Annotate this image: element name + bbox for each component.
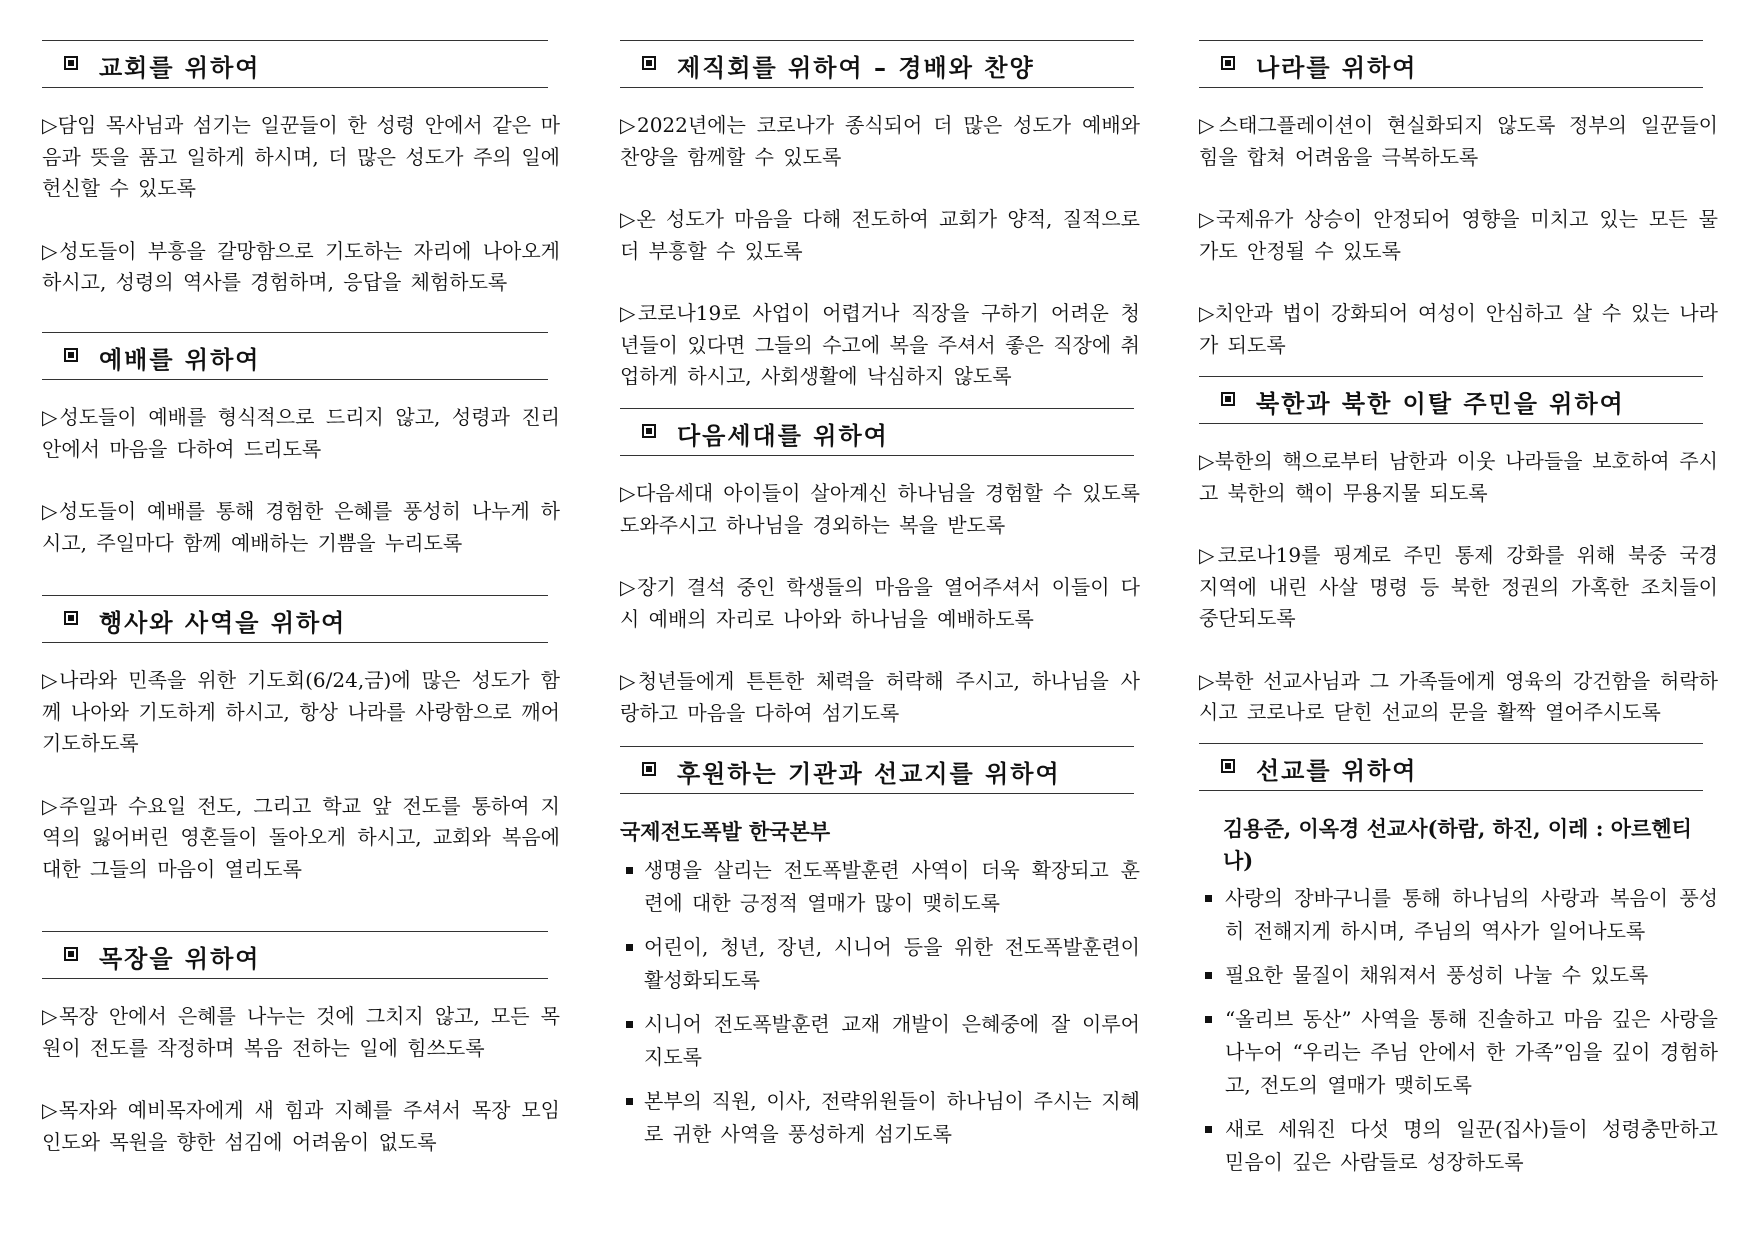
square-bullet-icon xyxy=(64,611,78,625)
section-title: 교회를 위하여 xyxy=(99,54,261,82)
section-cell-group xyxy=(42,931,560,1189)
list-item xyxy=(1199,1113,1718,1179)
list-item xyxy=(620,931,1140,997)
section-events xyxy=(42,595,560,916)
section-header xyxy=(1199,40,1703,88)
list-item-text: “올리브 동산” 사역을 통해 진솔하고 마음 깊은 사랑을 나누어 “우리는 주님 안에서 한 가족”임을 깊이 경험하고, 전도의 열매가 맺히도록 xyxy=(1225,1007,1718,1097)
square-bullet-icon xyxy=(1205,895,1212,902)
organization-name: 국제전도폭발 한국본부 xyxy=(620,819,831,844)
prayer-item: ▷청년들에게 튼튼한 체력을 허락해 주시고, 하나님을 사랑하고 마음을 다하여 섬기도록 xyxy=(620,669,1140,725)
square-bullet-icon xyxy=(1221,56,1235,70)
section-deacons xyxy=(620,40,1140,424)
bullet-list xyxy=(1199,882,1718,1179)
section-title: 후원하는 기관과 선교지를 위하여 xyxy=(677,760,1061,788)
prayer-item: ▷코로나19로 사업이 어렵거나 직장을 구하기 어려운 청년들이 있다면 그들의 수고에 복을 주셔서 좋은 직장에 취업하게 하시고, 사회생활에 낙심하지 않도록 xyxy=(620,301,1140,388)
list-item xyxy=(1199,959,1718,992)
section-missions xyxy=(1199,743,1718,1190)
prayer-item: ▷성도들이 예배를 통해 경험한 은혜를 풍성히 나누게 하시고, 주일마다 함께 예배하는 기쁨을 누리도록 xyxy=(42,499,560,555)
section-worship xyxy=(42,332,560,590)
square-bullet-icon xyxy=(64,348,78,362)
list-item xyxy=(620,854,1140,920)
prayer-item: ▷목자와 예비목자에게 새 힘과 지혜를 주셔서 목장 모임 인도와 목원을 향한 섬김에 어려움이 없도록 xyxy=(42,1098,560,1154)
square-bullet-icon xyxy=(64,947,78,961)
prayer-item: ▷목장 안에서 은혜를 나누는 것에 그치지 않고, 모든 목원이 전도를 작정하며 복음 전하는 일에 힘쓰도록 xyxy=(42,1004,560,1060)
square-bullet-icon xyxy=(1205,972,1212,979)
section-north-korea xyxy=(1199,376,1718,760)
square-bullet-icon xyxy=(1221,759,1235,773)
square-bullet-icon xyxy=(642,762,656,776)
prayer-item: ▷온 성도가 마음을 다해 전도하여 교회가 양적, 질적으로 더 부흥할 수 있도록 xyxy=(620,207,1140,263)
prayer-item: ▷나라와 민족을 위한 기도회(6/24,금)에 많은 성도가 함께 나아와 기도하게 하시고, 항상 나라를 사랑함으로 깨어 기도하도록 xyxy=(42,668,560,755)
square-bullet-icon xyxy=(626,1021,633,1028)
list-item-text: 필요한 물질이 채워져서 풍성히 나눌 수 있도록 xyxy=(1225,963,1649,987)
square-bullet-icon xyxy=(626,867,633,874)
list-item-text: 새로 세워진 다섯 명의 일꾼(집사)들이 성령충만하고 믿음이 깊은 사람들로 성장하도록 xyxy=(1225,1117,1718,1174)
list-item-text: 사랑의 장바구니를 통해 하나님의 사랑과 복음이 풍성히 전해지게 하시며, 주님의 역사가 일어나도록 xyxy=(1225,886,1718,943)
prayer-item: ▷스태그플레이션이 현실화되지 않도록 정부의 일꾼들이 힘을 합쳐 어려움을 극복하도록 xyxy=(1199,113,1718,169)
list-item xyxy=(620,1008,1140,1074)
square-bullet-icon xyxy=(642,56,656,70)
section-church xyxy=(42,40,560,330)
prayer-item: ▷주일과 수요일 전도, 그리고 학교 앞 전도를 통하여 지역의 잃어버린 영혼들이 돌아오게 하시고, 교회와 복음에 대한 그들의 마음이 열리도록 xyxy=(42,793,560,881)
section-next-generation xyxy=(620,408,1140,760)
list-item-text: 생명을 살리는 전도폭발훈련 사역이 더욱 확장되고 훈련에 대한 긍정적 열매가 많이 맺히도록 xyxy=(644,857,1140,915)
prayer-item: ▷성도들이 예배를 형식적으로 드리지 않고, 성령과 진리 안에서 마음을 다하여 드리도록 xyxy=(42,405,560,461)
prayer-item: ▷코로나19를 핑계로 주민 통제 강화를 위해 북중 국경 지역에 내린 사살 명령 등 북한 정권의 가혹한 조치들이 중단되도록 xyxy=(1199,543,1718,630)
list-item-text: 어린이, 청년, 장년, 시니어 등을 위한 전도폭발훈련이 활성화되도록 xyxy=(644,934,1140,992)
prayer-item: ▷담임 목사님과 섬기는 일꾼들이 한 성령 안에서 같은 마음과 뜻을 품고 일하게 하시며, 더 많은 성도가 주의 일에 헌신할 수 있도록 xyxy=(42,113,560,200)
section-nation xyxy=(1199,40,1718,392)
prayer-item: ▷성도들이 부흥을 갈망함으로 기도하는 자리에 나아오게 하시고, 성령의 역사를 경험하며, 응답을 체험하도록 xyxy=(42,238,560,294)
section-header xyxy=(1199,376,1703,424)
section-title: 목장을 위하여 xyxy=(99,945,261,973)
section-header xyxy=(42,595,548,643)
square-bullet-icon xyxy=(1221,392,1235,406)
section-title: 예배를 위하여 xyxy=(99,346,261,374)
section-title: 북한과 북한 이탈 주민을 위하여 xyxy=(1256,390,1625,418)
section-header xyxy=(1199,743,1703,791)
section-header xyxy=(42,332,548,380)
square-bullet-icon xyxy=(626,1098,633,1105)
prayer-item: ▷2022년에는 코로나가 종식되어 더 많은 성도가 예배와 찬양을 함께할 수 있도록 xyxy=(620,113,1140,169)
square-bullet-icon xyxy=(642,424,656,438)
section-header xyxy=(620,40,1134,88)
prayer-item: ▷장기 결석 중인 학생들의 마음을 열어주셔서 이들이 다시 예배의 자리로 나아와 하나님을 예배하도록 xyxy=(620,575,1140,631)
square-bullet-icon xyxy=(1205,1126,1212,1133)
square-bullet-icon xyxy=(64,56,78,70)
section-title: 선교를 위하여 xyxy=(1256,757,1418,785)
section-supported-organizations xyxy=(620,746,1140,1162)
square-bullet-icon xyxy=(626,944,633,951)
missionary-name: 김용준, 이옥경 선교사(하람, 하진, 이레 : 아르헨티나) xyxy=(1223,816,1692,873)
prayer-item: ▷북한 선교사님과 그 가족들에게 영육의 강건함을 허락하시고 코로나로 닫힌 선교의 문을 활짝 열어주시도록 xyxy=(1199,668,1718,724)
bullet-list xyxy=(620,854,1140,1151)
prayer-item: ▷다음세대 아이들이 살아계신 하나님을 경험할 수 있도록 도와주시고 하나님을 경외하는 복을 받도록 xyxy=(620,481,1140,537)
list-item-text: 본부의 직원, 이사, 전략위원들이 하나님이 주시는 지혜로 귀한 사역을 풍성하게 섬기도록 xyxy=(644,1088,1140,1146)
section-title: 다음세대를 위하여 xyxy=(677,422,889,450)
section-header xyxy=(42,40,548,88)
list-item xyxy=(1199,882,1718,948)
section-header xyxy=(42,931,548,979)
list-item xyxy=(1199,1003,1718,1102)
list-item xyxy=(620,1085,1140,1151)
list-item-text: 시니어 전도폭발훈련 교재 개발이 은혜중에 잘 이루어지도록 xyxy=(644,1011,1140,1069)
section-title: 행사와 사역을 위하여 xyxy=(99,609,347,637)
section-header xyxy=(620,746,1134,794)
section-title: 나라를 위하여 xyxy=(1256,54,1418,82)
prayer-item: ▷북한의 핵으로부터 남한과 이웃 나라들을 보호하여 주시고 북한의 핵이 무용지물 되도록 xyxy=(1199,449,1718,505)
prayer-item: ▷치안과 법이 강화되어 여성이 안심하고 살 수 있는 나라가 되도록 xyxy=(1199,301,1718,357)
square-bullet-icon xyxy=(1205,1016,1212,1023)
section-title: 제직회를 위하여 – 경배와 찬양 xyxy=(677,54,1035,82)
prayer-item: ▷국제유가 상승이 안정되어 영향을 미치고 있는 모든 물가도 안정될 수 있도록 xyxy=(1199,207,1718,263)
section-header xyxy=(620,408,1134,456)
